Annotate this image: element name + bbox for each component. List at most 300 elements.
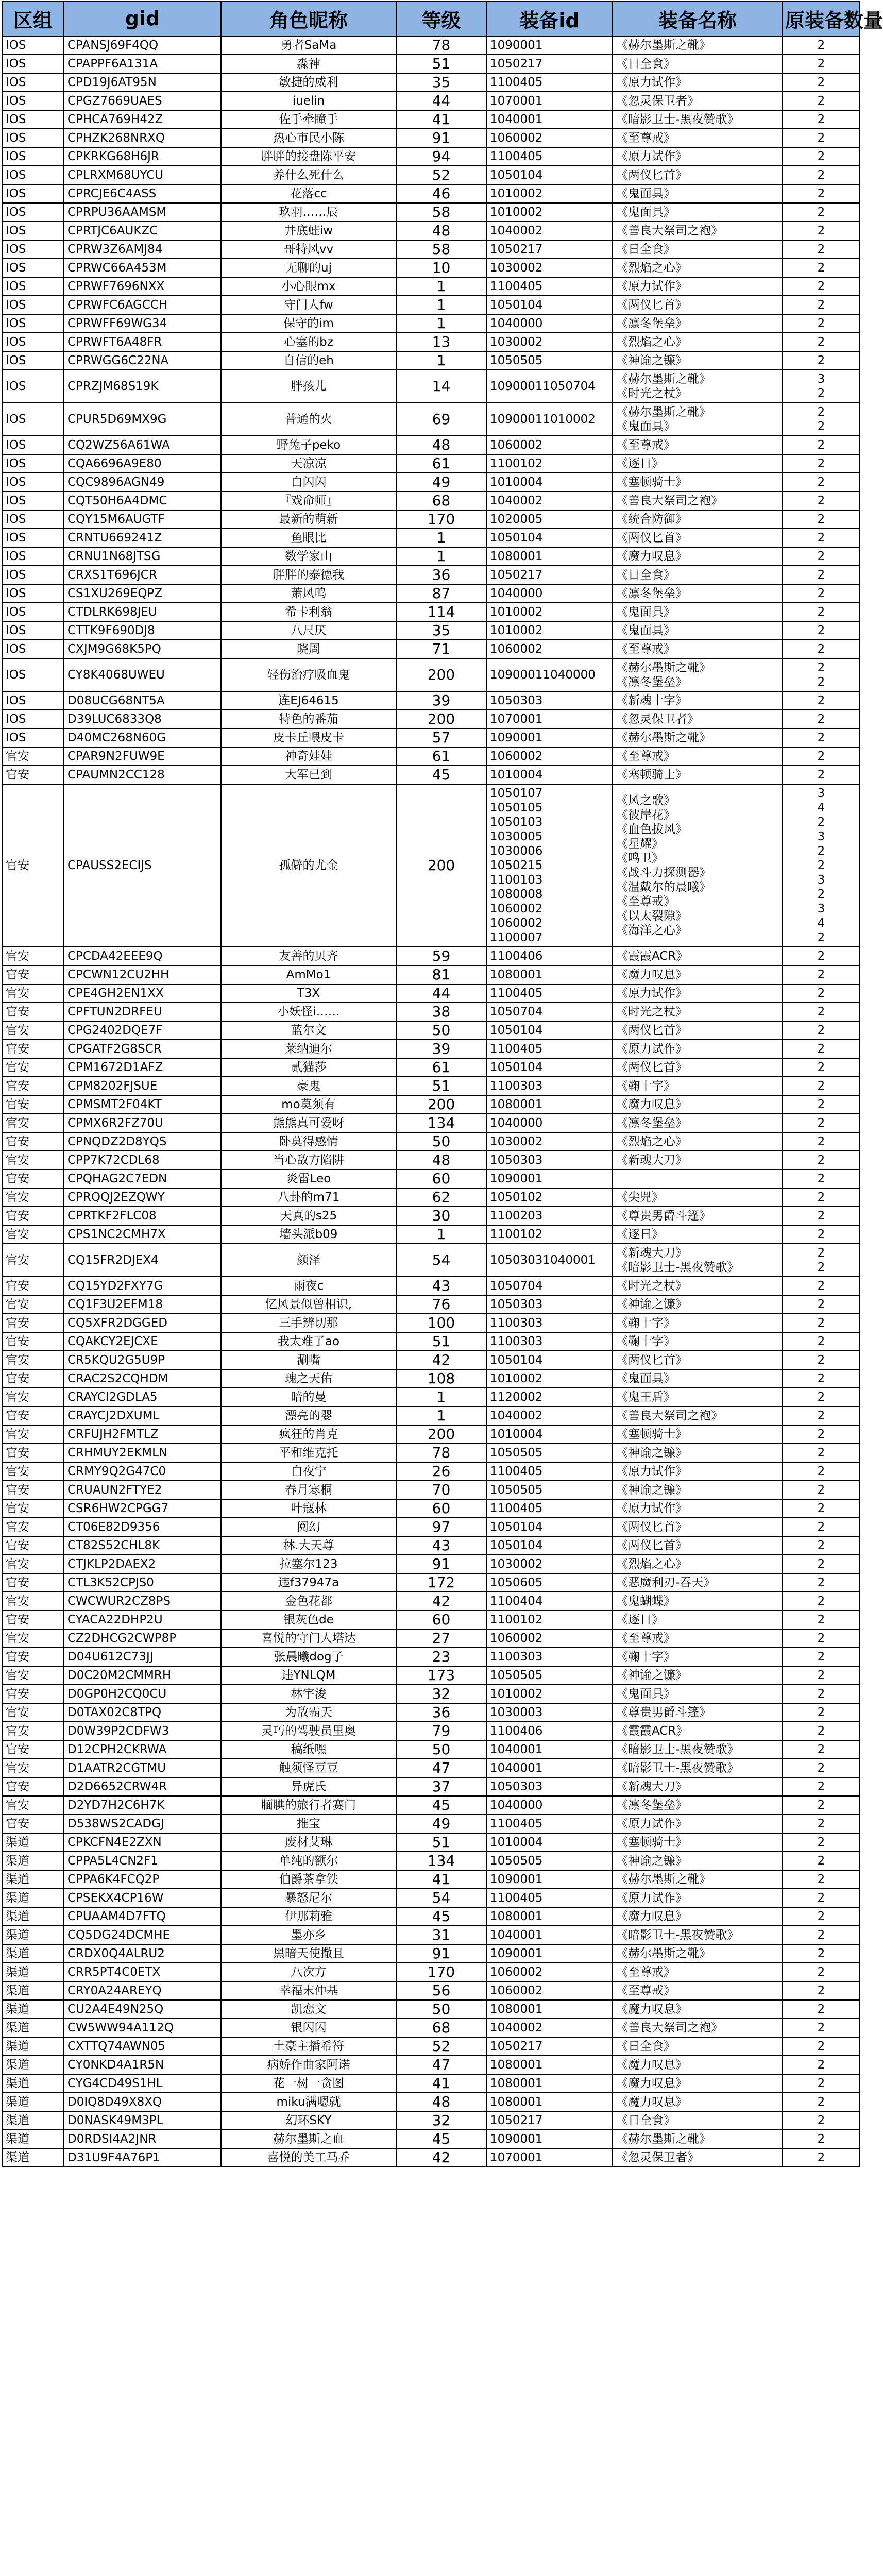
nickname-cell: 萧风鸣	[221, 584, 396, 603]
zone-cell: 官安	[2, 1648, 64, 1666]
zone-cell: 官安	[2, 1444, 64, 1462]
nickname-cell: 数学家山	[221, 547, 396, 566]
header-cell-quantity: 原装备数量	[783, 1, 860, 36]
nickname-cell: 胖胖的接盘陈平安	[221, 147, 396, 166]
equip-id-cell: 1100102	[486, 1225, 613, 1244]
zone-cell: IOS	[2, 222, 64, 240]
header-cell-zone: 区组	[2, 1, 64, 36]
level-cell: 61	[396, 454, 486, 473]
quantity-cell: 2	[783, 1815, 860, 1833]
equip-name-cell: 《烈焰之心》	[613, 333, 783, 351]
equip-name-cell: 《赫尔墨斯之靴》 《鬼面具》	[613, 403, 783, 436]
quantity-cell: 2	[783, 1592, 860, 1611]
equip-name-cell: 《原力试作》	[613, 73, 783, 92]
equip-id-cell: 1010004	[486, 1425, 613, 1444]
nickname-cell: 银灰色de	[221, 1611, 396, 1629]
quantity-cell: 2	[783, 1833, 860, 1852]
equip-name-cell: 《烈焰之心》	[613, 259, 783, 277]
level-cell: 39	[396, 1040, 486, 1058]
level-cell: 1	[396, 529, 486, 547]
gid-cell: D0W39P2CDFW3	[64, 1722, 221, 1740]
table-row	[2, 1518, 860, 1536]
equip-id-cell: 1100406	[486, 947, 613, 965]
equip-id-cell: 1050104	[486, 1021, 613, 1040]
gid-cell: CPRWC66A453M	[64, 259, 221, 277]
nickname-cell: 孤僻的尤金	[221, 784, 396, 947]
equip-id-cell: 1100303	[486, 1077, 613, 1095]
level-cell: 91	[396, 1555, 486, 1573]
zone-cell: IOS	[2, 129, 64, 147]
table-row	[2, 492, 860, 510]
gid-cell: CPUAAM4D7FTQ	[64, 1907, 221, 1926]
table-row	[2, 965, 860, 984]
table-row	[2, 333, 860, 351]
level-cell: 1	[396, 1388, 486, 1406]
quantity-cell: 2	[783, 1759, 860, 1777]
zone-cell: 官安	[2, 1244, 64, 1277]
gid-cell: CPE4GH2EN1XX	[64, 984, 221, 1003]
equip-name-cell: 《日全食》	[613, 566, 783, 584]
gid-cell: CPKCFN4E2ZXN	[64, 1833, 221, 1852]
level-cell: 48	[396, 2093, 486, 2111]
gid-cell: CPRCJE6C4ASS	[64, 184, 221, 203]
level-cell: 200	[396, 710, 486, 728]
quantity-cell: 2	[783, 1114, 860, 1132]
level-cell: 78	[396, 1444, 486, 1462]
level-cell: 68	[396, 492, 486, 510]
equip-name-cell: 《至尊戒》	[613, 1981, 783, 2000]
gid-cell: CPPA5L4CN2F1	[64, 1852, 221, 1870]
zone-cell: 官安	[2, 1077, 64, 1095]
table-row	[2, 92, 860, 110]
nickname-cell: 希卡利翁	[221, 603, 396, 621]
equip-name-cell: 《两仪匕首》	[613, 1351, 783, 1369]
equip-name-cell: 《两仪匕首》	[613, 166, 783, 184]
table-row	[2, 1796, 860, 1815]
gid-cell: CR5KQU2G5U9P	[64, 1351, 221, 1369]
zone-cell: 官安	[2, 747, 64, 766]
nickname-cell: 腼腆的旅行者赛门	[221, 1796, 396, 1815]
equip-id-cell: 1050303	[486, 1777, 613, 1796]
equip-id-cell: 1050303	[486, 691, 613, 710]
quantity-cell: 2	[783, 529, 860, 547]
quantity-cell: 2	[783, 1499, 860, 1518]
gid-cell: CPANSJ69F4QQ	[64, 36, 221, 55]
quantity-cell: 2	[783, 747, 860, 766]
table-row	[2, 1740, 860, 1759]
gid-cell: CS1XU269EQPZ	[64, 584, 221, 603]
equip-id-cell: 1050303	[486, 1151, 613, 1170]
quantity-cell: 2	[783, 1095, 860, 1114]
quantity-cell: 2	[783, 1777, 860, 1796]
equip-id-cell: 1050217	[486, 2111, 613, 2130]
equip-id-cell: 1090001	[486, 1944, 613, 1963]
zone-cell: 官安	[2, 1462, 64, 1481]
equip-name-cell: 《塞顿骑士》	[613, 1833, 783, 1852]
table-row	[2, 1058, 860, 1077]
gid-cell: CRDX0Q4ALRU2	[64, 1944, 221, 1963]
level-cell: 97	[396, 1518, 486, 1536]
equip-id-cell: 1050217	[486, 240, 613, 259]
gid-cell: CPRZJM68S19K	[64, 370, 221, 403]
table-row	[2, 1981, 860, 2000]
zone-cell: 官安	[2, 984, 64, 1003]
zone-cell: 官安	[2, 1095, 64, 1114]
level-cell: 54	[396, 1244, 486, 1277]
zone-cell: 官安	[2, 1170, 64, 1188]
gid-cell: CRAC2S2CQHDM	[64, 1369, 221, 1388]
gid-cell: CRFUJH2FMTLZ	[64, 1425, 221, 1444]
quantity-cell: 2	[783, 2093, 860, 2111]
level-cell: 13	[396, 333, 486, 351]
zone-cell: 官安	[2, 1815, 64, 1833]
quantity-cell: 2	[783, 1058, 860, 1077]
equip-name-cell: 《善良大祭司之袍》	[613, 1406, 783, 1425]
gid-cell: CPGATF2G8SCR	[64, 1040, 221, 1058]
equip-id-cell: 1050505	[486, 1444, 613, 1462]
quantity-cell: 2	[783, 1740, 860, 1759]
nickname-cell: 涮嘴	[221, 1351, 396, 1369]
equip-name-cell: 《魔力叹息》	[613, 1907, 783, 1926]
gid-cell: D0RDSI4A2JNR	[64, 2130, 221, 2148]
gid-cell: D39LUC6833Q8	[64, 710, 221, 728]
zone-cell: 官安	[2, 1351, 64, 1369]
table-row	[2, 529, 860, 547]
zone-cell: IOS	[2, 603, 64, 621]
gid-cell: CPRWFT6A48FR	[64, 333, 221, 351]
quantity-cell: 2	[783, 454, 860, 473]
level-cell: 52	[396, 166, 486, 184]
level-cell: 39	[396, 691, 486, 710]
quantity-cell: 2	[783, 1151, 860, 1170]
quantity-cell: 2	[783, 1132, 860, 1151]
quantity-cell: 2	[783, 1351, 860, 1369]
table-row	[2, 1852, 860, 1870]
level-cell: 14	[396, 370, 486, 403]
equip-name-cell: 《赫尔墨斯之靴》	[613, 1944, 783, 1963]
quantity-cell: 2	[783, 2000, 860, 2019]
equip-name-cell: 《暗影卫士-黑夜赞歌》	[613, 1926, 783, 1944]
quantity-cell: 2	[783, 1040, 860, 1058]
table-row	[2, 1648, 860, 1666]
quantity-cell: 2	[783, 603, 860, 621]
table-row	[2, 1592, 860, 1611]
table-row	[2, 640, 860, 658]
table-row	[2, 1573, 860, 1592]
equip-id-cell: 1080001	[486, 965, 613, 984]
table-row	[2, 1870, 860, 1889]
table-row	[2, 1406, 860, 1425]
table-row	[2, 1277, 860, 1295]
quantity-cell: 3 2	[783, 370, 860, 403]
equip-id-cell: 1030002	[486, 1555, 613, 1573]
equip-name-cell: 《暗影卫士-黑夜赞歌》	[613, 110, 783, 129]
nickname-cell: 野兔子peko	[221, 436, 396, 454]
quantity-cell: 2	[783, 1926, 860, 1944]
level-cell: 71	[396, 640, 486, 658]
nickname-cell: 异虎氏	[221, 1777, 396, 1796]
equip-id-cell: 1040000	[486, 584, 613, 603]
equip-id-cell: 1040001	[486, 1926, 613, 1944]
zone-cell: 官安	[2, 1703, 64, 1722]
nickname-cell: 墨亦乡	[221, 1926, 396, 1944]
equip-id-cell: 1080001	[486, 2093, 613, 2111]
equip-id-cell: 1070001	[486, 2148, 613, 2167]
gid-cell: CRAYCI2GDLA5	[64, 1388, 221, 1406]
equip-name-cell: 《至尊戒》	[613, 436, 783, 454]
equip-name-cell: 《赫尔墨斯之靴》	[613, 36, 783, 55]
nickname-cell: 守门人fw	[221, 296, 396, 314]
nickname-cell: 大军已到	[221, 766, 396, 784]
equip-id-cell: 1070001	[486, 92, 613, 110]
zone-cell: 渠道	[2, 2000, 64, 2019]
gid-cell: CPRWF7696NXX	[64, 277, 221, 296]
nickname-cell: 熊熊真可爱呀	[221, 1114, 396, 1132]
table-row	[2, 584, 860, 603]
equip-name-cell: 《风之歌》 《彼岸花》 《血色拔风》 《星耀》 《鸣卫》 《战斗力探测器》 《温戴尔的晨曦》 《至尊戒》 《以太裂隙》 《海洋之心》	[613, 784, 783, 947]
equip-name-cell: 《两仪匕首》	[613, 529, 783, 547]
nickname-cell: 推宝	[221, 1815, 396, 1833]
quantity-cell: 2	[783, 184, 860, 203]
gid-cell: CPRWFF69WG34	[64, 314, 221, 333]
equip-id-cell: 1080001	[486, 2000, 613, 2019]
quantity-cell: 2	[783, 1021, 860, 1040]
gid-cell: CPNQDZ2D8YQS	[64, 1132, 221, 1151]
level-cell: 61	[396, 1058, 486, 1077]
quantity-cell: 2	[783, 1703, 860, 1722]
gid-cell: CPLRXM68UYCU	[64, 166, 221, 184]
nickname-cell: 墙头派b09	[221, 1225, 396, 1244]
zone-cell: IOS	[2, 370, 64, 403]
level-cell: 45	[396, 1796, 486, 1815]
zone-cell: IOS	[2, 333, 64, 351]
equip-id-cell: 1050505	[486, 351, 613, 370]
equip-id-cell: 1090001	[486, 1170, 613, 1188]
nickname-cell: 平和维克托	[221, 1444, 396, 1462]
nickname-cell: miku满嗯就	[221, 2093, 396, 2111]
table-row	[2, 36, 860, 55]
nickname-cell: 连EJ64615	[221, 691, 396, 710]
gid-cell: CPRWFC6AGCCH	[64, 296, 221, 314]
quantity-cell: 2 2	[783, 1244, 860, 1277]
equip-name-cell: 《尖兕》	[613, 1188, 783, 1207]
gid-cell: CQ15YD2FXY7G	[64, 1277, 221, 1295]
zone-cell: IOS	[2, 166, 64, 184]
zone-cell: IOS	[2, 296, 64, 314]
zone-cell: 渠道	[2, 1907, 64, 1926]
level-cell: 173	[396, 1666, 486, 1685]
table-row	[2, 1722, 860, 1740]
equip-name-cell: 《至尊戒》	[613, 747, 783, 766]
nickname-cell: 灵巧的驾驶员里奥	[221, 1722, 396, 1740]
equip-name-cell: 《神谕之镰》	[613, 1852, 783, 1870]
gid-cell: CT06E82D9356	[64, 1518, 221, 1536]
quantity-cell: 2	[783, 710, 860, 728]
nickname-cell: 白夜宁	[221, 1462, 396, 1481]
header-row	[2, 1, 860, 36]
gid-cell: CPM1672D1AFZ	[64, 1058, 221, 1077]
table-row	[2, 473, 860, 492]
zone-cell: 官安	[2, 1536, 64, 1555]
gid-cell: CPSEKX4CP16W	[64, 1889, 221, 1907]
zone-cell: 渠道	[2, 2037, 64, 2056]
equip-id-cell: 1030002	[486, 1132, 613, 1151]
zone-cell: 官安	[2, 1425, 64, 1444]
zone-cell: 渠道	[2, 1981, 64, 2000]
table-row	[2, 1907, 860, 1926]
equip-id-cell: 1090001	[486, 1870, 613, 1889]
nickname-cell: 敏捷的威利	[221, 73, 396, 92]
gid-cell: CPRPU36AAMSM	[64, 203, 221, 222]
equip-name-cell: 《统合防御》	[613, 510, 783, 529]
nickname-cell: 黑暗天使撒且	[221, 1944, 396, 1963]
gid-cell: CSR6HW2CPGG7	[64, 1499, 221, 1518]
equip-name-cell: 《鬼王盾》	[613, 1388, 783, 1406]
zone-cell: 官安	[2, 1058, 64, 1077]
table-row	[2, 129, 860, 147]
quantity-cell: 2	[783, 1462, 860, 1481]
level-cell: 1	[396, 314, 486, 333]
gid-cell: CPRQQJ2EZQWY	[64, 1188, 221, 1207]
equip-id-cell: 1100405	[486, 984, 613, 1003]
zone-cell: IOS	[2, 710, 64, 728]
nickname-cell: 伊那莉雅	[221, 1907, 396, 1926]
equip-name-cell: 《神谕之镰》	[613, 351, 783, 370]
zone-cell: IOS	[2, 510, 64, 529]
quantity-cell: 2	[783, 1388, 860, 1406]
gid-cell: CRNTU669241Z	[64, 529, 221, 547]
table-row	[2, 1225, 860, 1244]
zone-cell: IOS	[2, 92, 64, 110]
gid-cell: CY8K4068UWEU	[64, 658, 221, 691]
equip-id-cell: 1060002	[486, 1629, 613, 1648]
equip-id-cell: 1010004	[486, 766, 613, 784]
nickname-cell: 伯爵茶拿铁	[221, 1870, 396, 1889]
level-cell: 43	[396, 1277, 486, 1295]
zone-cell: IOS	[2, 147, 64, 166]
equip-name-cell: 《原力试作》	[613, 147, 783, 166]
equip-id-cell: 1040001	[486, 1759, 613, 1777]
equip-name-cell: 《善良大祭司之袍》	[613, 492, 783, 510]
quantity-cell: 2	[783, 129, 860, 147]
level-cell: 27	[396, 1629, 486, 1648]
zone-cell: 官安	[2, 1759, 64, 1777]
zone-cell: IOS	[2, 436, 64, 454]
equip-id-cell: 1040000	[486, 1796, 613, 1815]
equip-name-cell: 《至尊戒》	[613, 1963, 783, 1981]
level-cell: 48	[396, 436, 486, 454]
table-row	[2, 2130, 860, 2148]
equip-name-cell: 《原力试作》	[613, 1499, 783, 1518]
table-row	[2, 1425, 860, 1444]
zone-cell: 官安	[2, 1573, 64, 1592]
quantity-cell: 2	[783, 947, 860, 965]
zone-cell: IOS	[2, 529, 64, 547]
nickname-cell: 土豪主播希符	[221, 2037, 396, 2056]
table-row	[2, 1555, 860, 1573]
table-row	[2, 1003, 860, 1021]
equip-name-cell: 《至尊戒》	[613, 129, 783, 147]
level-cell: 44	[396, 984, 486, 1003]
nickname-cell: 天凉凉	[221, 454, 396, 473]
gid-cell: D0TAX02C8TPQ	[64, 1703, 221, 1722]
equip-name-cell: 《新魂十字》	[613, 691, 783, 710]
quantity-cell: 2	[783, 1425, 860, 1444]
equip-name-cell: 《魔力叹息》	[613, 2056, 783, 2074]
table-body	[2, 36, 860, 2167]
level-cell: 81	[396, 965, 486, 984]
gid-cell: CPCDA42EEE9Q	[64, 947, 221, 965]
nickname-cell: 心塞的bz	[221, 333, 396, 351]
quantity-cell: 2	[783, 473, 860, 492]
table-row	[2, 1462, 860, 1481]
equip-name-cell: 《魔力叹息》	[613, 547, 783, 566]
equip-id-cell: 10900011040000	[486, 658, 613, 691]
level-cell: 54	[396, 1889, 486, 1907]
level-cell: 200	[396, 1095, 486, 1114]
level-cell: 51	[396, 1332, 486, 1351]
level-cell: 58	[396, 203, 486, 222]
quantity-cell: 2	[783, 203, 860, 222]
quantity-cell: 2	[783, 2111, 860, 2130]
quantity-cell: 2	[783, 566, 860, 584]
zone-cell: 渠道	[2, 2056, 64, 2074]
gid-cell: CPAPPF6A131A	[64, 55, 221, 73]
gid-cell: CPPA6K4FCQ2P	[64, 1870, 221, 1889]
level-cell: 78	[396, 36, 486, 55]
zone-cell: 渠道	[2, 1944, 64, 1963]
level-cell: 1	[396, 277, 486, 296]
equip-id-cell: 1100102	[486, 1611, 613, 1629]
table-row	[2, 1040, 860, 1058]
equip-id-cell: 1050107 1050105 1050103 1030005 1030006 1050215 1100103 1080008 1060002 1060002 1100007	[486, 784, 613, 947]
table-row	[2, 403, 860, 436]
zone-cell: IOS	[2, 73, 64, 92]
equip-name-cell: 《赫尔墨斯之靴》 《时光之杖》	[613, 370, 783, 403]
equip-name-cell: 《霞霞ACR》	[613, 1722, 783, 1740]
equip-id-cell: 1100102	[486, 454, 613, 473]
quantity-cell: 2	[783, 1277, 860, 1295]
quantity-cell: 2	[783, 691, 860, 710]
quantity-cell: 2	[783, 1188, 860, 1207]
level-cell: 108	[396, 1369, 486, 1388]
table-row	[2, 1629, 860, 1648]
level-cell: 87	[396, 584, 486, 603]
equip-name-cell: 《霞霞ACR》	[613, 947, 783, 965]
nickname-cell: 暗的曼	[221, 1388, 396, 1406]
equip-name-cell: 《鬼面具》	[613, 603, 783, 621]
nickname-cell: 自信的eh	[221, 351, 396, 370]
header-cell-equip-name: 装备名称	[613, 1, 783, 36]
quantity-cell: 2	[783, 277, 860, 296]
equip-id-cell: 1050303	[486, 1295, 613, 1314]
level-cell: 1	[396, 1406, 486, 1425]
nickname-cell: T3X	[221, 984, 396, 1003]
zone-cell: 官安	[2, 1225, 64, 1244]
nickname-cell: 林宇浚	[221, 1685, 396, 1703]
equip-id-cell: 1100405	[486, 1040, 613, 1058]
quantity-cell: 2	[783, 1536, 860, 1555]
nickname-cell: 普通的火	[221, 403, 396, 436]
equip-name-cell: 《新魂大刀》	[613, 1151, 783, 1170]
quantity-cell: 2	[783, 492, 860, 510]
nickname-cell: 金色花都	[221, 1592, 396, 1611]
equip-name-cell: 《凛冬堡垒》	[613, 314, 783, 333]
level-cell: 37	[396, 1777, 486, 1796]
equip-name-cell: 《烈焰之心》	[613, 1132, 783, 1151]
equip-id-cell: 1050104	[486, 1351, 613, 1369]
quantity-cell: 2	[783, 2148, 860, 2167]
